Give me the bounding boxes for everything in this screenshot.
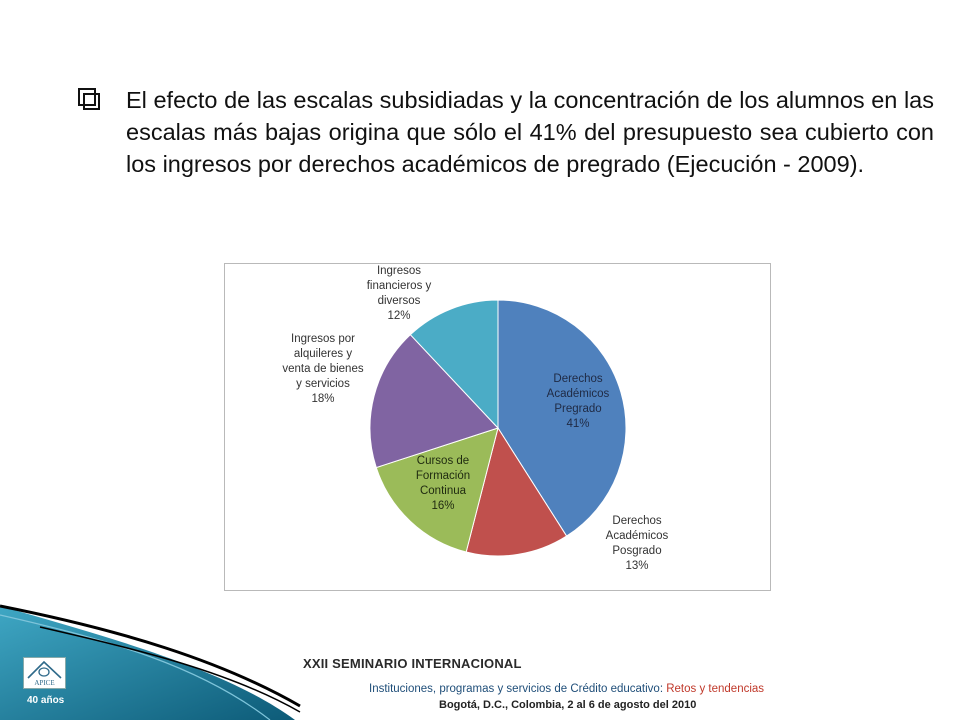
slice-label: Ingresos por alquileres y venta de bienes y servicios 18% (282, 333, 364, 405)
apice-logo (23, 657, 66, 689)
chart-frame (224, 263, 771, 591)
logo-text: APICE (34, 679, 55, 687)
pie-chart (225, 264, 770, 590)
checkbox-bullet-icon (78, 88, 100, 110)
slice-label: Ingresos financieros y diversos 12% (366, 265, 432, 322)
location-date: Bogotá, D.C., Colombia, 2 al 6 de agosto del 2010 (439, 699, 697, 711)
seminar-subtitle (369, 683, 764, 695)
slice-label: Derechos Académicos Pregrado 41% (546, 373, 610, 430)
slice-label: Cursos de Formación Continua 16% (415, 455, 471, 512)
body-text: El efecto de las escalas subsidiadas y la concentración de los alumnos en las escalas más bajas origina que sólo el 41% del presupuesto sea cubierto con los ingresos por derechos académicos de pregrado (Ejecución - 2009). (126, 87, 934, 177)
logo-emblem-icon (24, 658, 65, 680)
subtitle-accent: Retos y tendencias (666, 683, 765, 695)
slice-label: Derechos Académicos Posgrado 13% (605, 515, 669, 572)
subtitle-main: Instituciones, programas y servicios de Crédito educativo: (369, 683, 667, 695)
seminar-title: XXII SEMINARIO INTERNACIONAL (303, 656, 522, 671)
anniversary-label: 40 años (27, 695, 65, 706)
